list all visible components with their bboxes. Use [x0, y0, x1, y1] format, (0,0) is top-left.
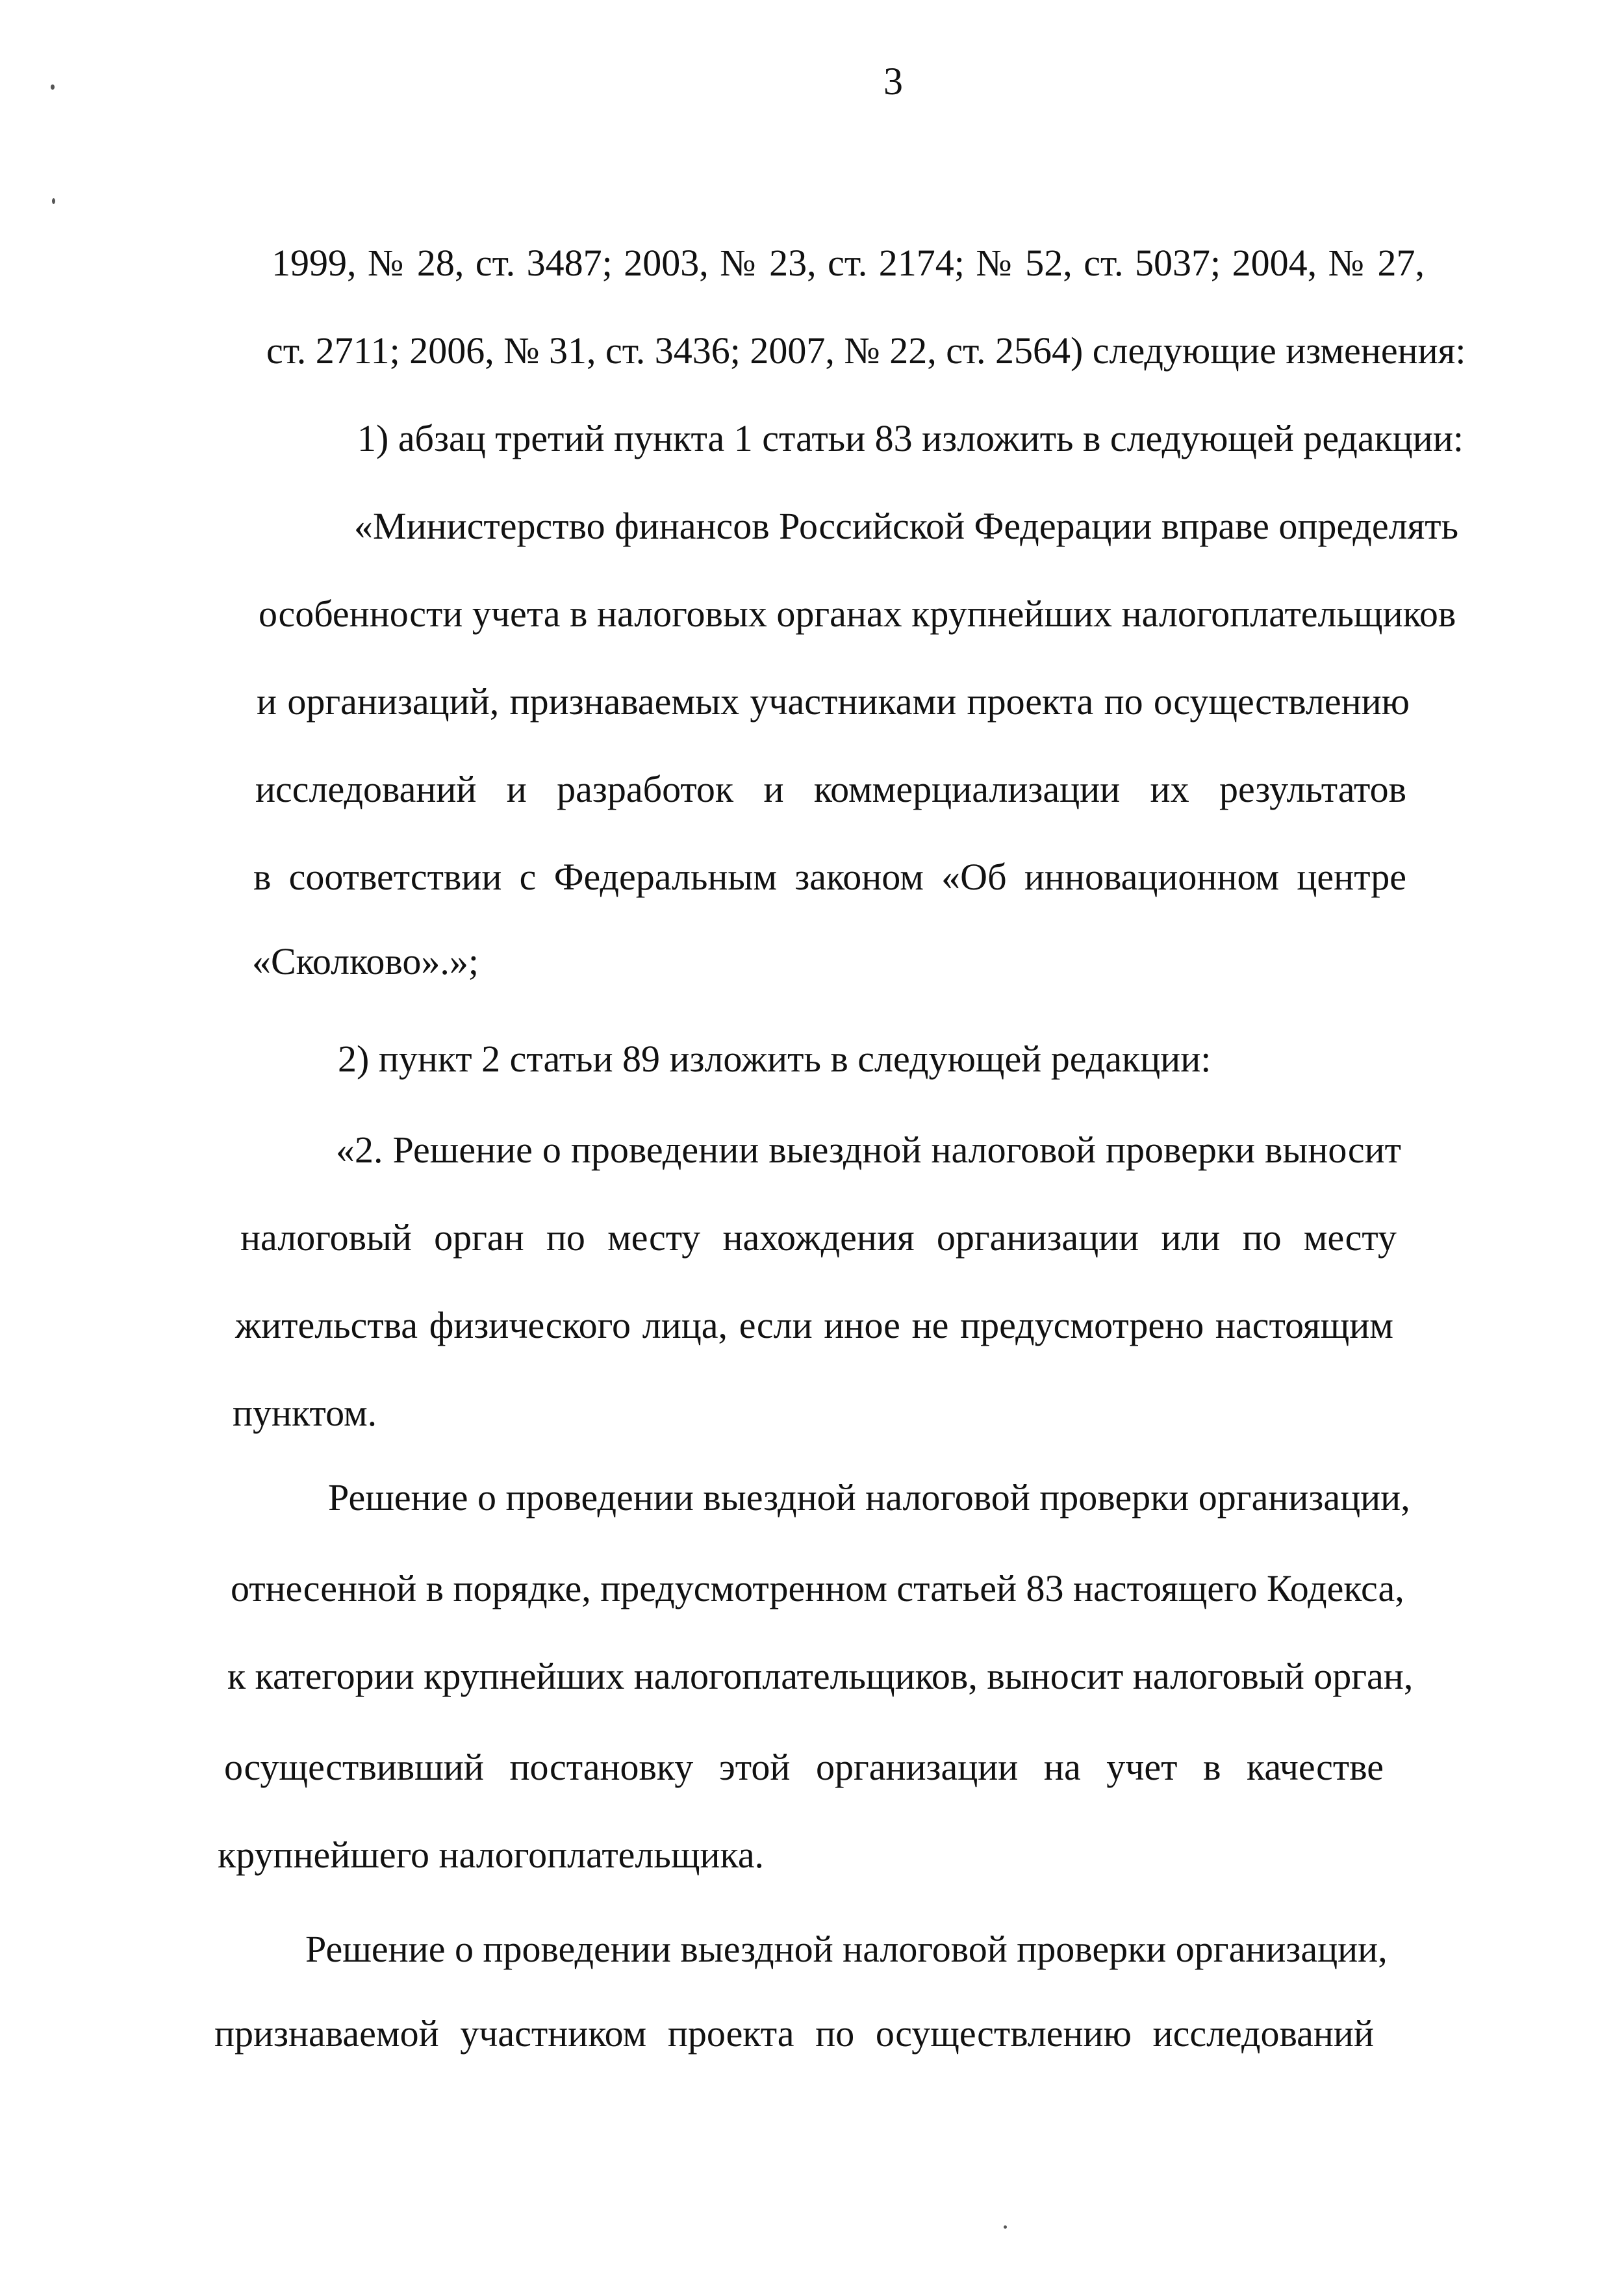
- scan-speck: [52, 198, 55, 204]
- text-line: жительства физического лица, если иное не предусмотрено настоящим: [235, 1304, 1393, 1346]
- text-line: признаваемой участником проекта по осуществлению исследований: [214, 2012, 1374, 2055]
- text-line: крупнейшего налогоплательщика.: [218, 1834, 765, 1876]
- page-number: 3: [883, 60, 903, 103]
- text-line: и организаций, признаваемых участниками проекта по осуществлению: [257, 680, 1410, 723]
- text-line: 2) пункт 2 статьи 89 изложить в следующей редакции:: [338, 1038, 1212, 1080]
- text-line: 1999, № 28, ст. 3487; 2003, № 23, ст. 2174; № 52, ст. 5037; 2004, № 27,: [272, 242, 1425, 284]
- text-line: исследований и разработок и коммерциализации их результатов: [255, 768, 1406, 810]
- text-line: осуществивший постановку этой организации на учет в качестве: [224, 1746, 1384, 1788]
- scan-speck: [1004, 2225, 1007, 2229]
- text-line: налоговый орган по месту нахождения организации или по месту: [240, 1216, 1397, 1259]
- text-line: 1) абзац третий пункта 1 статьи 83 изложить в следующей редакции:: [357, 417, 1464, 459]
- text-line: Решение о проведении выездной налоговой проверки организации,: [305, 1928, 1388, 1970]
- scan-speck: [51, 84, 55, 90]
- text-line: Решение о проведении выездной налоговой проверки организации,: [328, 1476, 1410, 1518]
- text-line: особенности учета в налоговых органах крупнейших налогоплательщиков: [259, 593, 1456, 635]
- text-line: к категории крупнейших налогоплательщиков, выносит налоговый орган,: [227, 1655, 1414, 1697]
- text-line: отнесенной в порядке, предусмотренном статьей 83 настоящего Кодекса,: [231, 1567, 1404, 1609]
- text-line: «2. Решение о проведении выездной налоговой проверки выносит: [336, 1129, 1401, 1171]
- text-line: «Министерство финансов Российской Федерации вправе определять: [354, 505, 1459, 547]
- text-line: «Сколково».»;: [252, 940, 479, 982]
- text-line: в соответствии с Федеральным законом «Об инновационном центре: [253, 856, 1406, 898]
- text-line: пунктом.: [233, 1392, 377, 1434]
- text-line: ст. 2711; 2006, № 31, ст. 3436; 2007, № 22, ст. 2564) следующие изменения:: [266, 329, 1466, 372]
